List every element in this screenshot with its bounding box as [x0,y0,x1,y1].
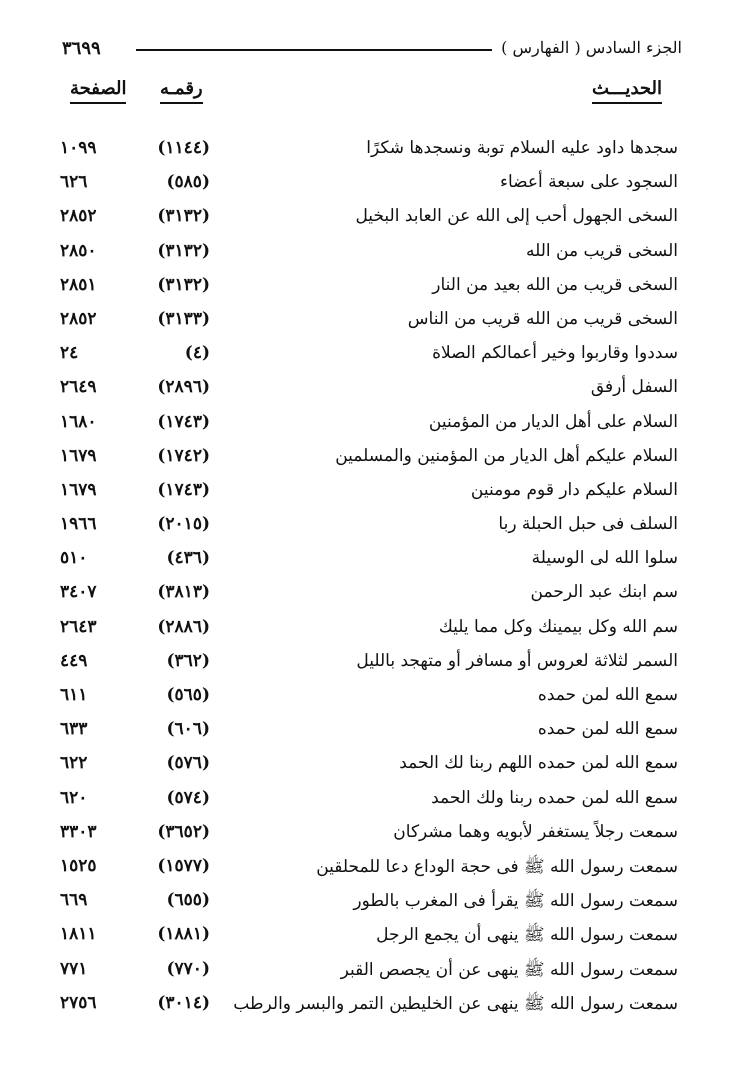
hadith-text: سمعت رسول الله ﷺ ينهى عن الخليطين التمر والبسر والرطب [233,993,678,1014]
hadith-text: السفل أرفق [590,377,678,398]
index-row [0,476,754,510]
hadith-number: (٤٣٦) [166,548,210,569]
hadith-page: ٢٦٤٣ [60,616,97,637]
hadith-page: ١٦٨٠ [60,411,97,432]
hadith-page: ٤٤٩ [60,650,88,671]
hadith-text: سمعت رسول الله ﷺ يقرأ فى المغرب بالطور [353,891,678,912]
hadith-page: ١٦٧٩ [60,479,97,500]
hadith-number: (١٨٨١) [157,924,210,945]
hadith-page: ٢٨٥٢ [60,206,97,227]
hadith-text: السجود على سبعة أعضاء [499,172,678,193]
index-row [0,237,754,271]
index-row [0,749,754,783]
hadith-text: سمع الله لمن حمده ربنا ولك الحمد [431,787,678,808]
hadith-number: (٥٧٤) [166,787,210,808]
index-row [0,168,754,202]
hadith-page: ٦٢٠ [60,787,88,808]
hadith-page: ١٥٢٥ [60,855,97,876]
hadith-text: سمعت رسول الله ﷺ ينهى عن أن يجصص القبر [340,959,678,980]
index-row [0,339,754,373]
hadith-text: السخى الجهول أحب إلى الله عن العابد البخيل [355,206,678,227]
hadith-page: ١٨١١ [60,924,97,945]
hadith-page: ٦٦٩ [60,890,88,911]
hadith-number: (١٧٤٣) [157,411,210,432]
index-row [0,373,754,407]
hadith-number: (٣١٣٢) [157,240,210,261]
hadith-text: سجدها داود عليه السلام توبة ونسجدها شكرًا [366,138,678,158]
index-row [0,271,754,305]
hadith-page: ٢٤ [60,343,79,364]
hadith-number: (١٧٤٣) [157,479,210,500]
index-row [0,681,754,715]
hadith-number: (٣٦٢) [166,650,210,671]
hadith-text: السخى قريب من الله بعيد من النار [432,274,678,295]
hadith-number: (٦٥٥) [166,890,210,911]
hadith-page: ٥١٠ [60,548,88,569]
hadith-text: سمعت رسول الله ﷺ ينهى أن يجمع الرجل [376,925,678,946]
hadith-number: (٤) [184,343,210,364]
hadith-text: السخى قريب من الله [525,240,678,261]
hadith-text: السلف فى حبل الحبلة ربا [498,514,678,535]
hadith-page: ٦١١ [60,685,88,705]
hadith-page: ٣٤٠٧ [60,582,97,603]
hadith-page: ١٩٦٦ [60,514,97,535]
hadith-text: سم الله وكل بيمينك وكل مما يليك [438,616,678,637]
hadith-number: (٣٦٥٢) [157,821,210,842]
index-row [0,134,754,168]
index-row [0,442,754,476]
page-number: ٣٦٩٩ [62,38,101,59]
index-row [0,989,754,1023]
hadith-number: (٢٠١٥) [157,514,210,535]
hadith-text: سمعت رجلاً يستغفر لأبويه وهما مشركان [393,821,678,842]
column-header-hadith: الحديـــث [592,78,662,104]
hadith-number: (٢٨٨٦) [157,616,210,637]
hadith-number: (٣٠١٤) [157,992,210,1013]
hadith-number: (٣١٣٢) [157,274,210,295]
hadith-number: (١١٤٤) [157,138,210,158]
hadith-text: سمع الله لمن حمده [537,719,678,740]
hadith-text: سددوا وقاربوا وخير أعمالكم الصلاة [432,343,678,364]
index-row [0,955,754,989]
running-head [62,38,682,62]
index-row [0,305,754,339]
hadith-page: ٢٨٥٠ [60,240,97,261]
hadith-number: (٣٨١٣) [157,582,210,603]
index-row [0,715,754,749]
index-row [0,613,754,647]
hadith-page: ٢٦٤٩ [60,377,97,398]
hadith-number: (٧٧٠) [166,958,210,979]
hadith-page: ٢٧٥٦ [60,992,97,1013]
hadith-number: (١٥٧٧) [157,855,210,876]
hadith-page: ١٦٧٩ [60,445,97,466]
index-row [0,544,754,578]
hadith-text: السخى قريب من الله قريب من الناس [407,308,678,329]
hadith-page: ٦٣٣ [60,719,88,740]
hadith-text: سلوا الله لى الوسيلة [531,548,678,569]
hadith-number: (٢٨٩٦) [157,377,210,398]
hadith-text: سم ابنك عبد الرحمن [530,582,678,603]
hadith-text: السلام عليكم أهل الديار من المؤمنين والمسلمين [335,445,678,466]
hadith-page: ٦٢٦ [60,172,88,193]
hadith-number: (١٧٤٢) [157,445,210,466]
hadith-number: (٥٨٥) [166,172,210,193]
index-entries [0,134,754,1023]
running-title: الجزء السادس ( الفهارس ) [501,38,682,57]
hadith-text: السمر لثلاثة لعروس أو مسافر أو متهجد بالليل [356,650,678,671]
index-row [0,647,754,681]
header-rule [136,49,492,51]
index-row [0,510,754,544]
column-header-number: رقمـه [160,78,203,104]
index-row [0,852,754,886]
column-header-page: الصفحة [70,78,126,104]
index-row [0,578,754,612]
index-row [0,886,754,920]
index-row [0,920,754,954]
index-row [0,784,754,818]
hadith-text: سمع الله لمن حمده اللهم ربنا لك الحمد [399,753,678,774]
hadith-page: ٧٧١ [60,958,88,979]
hadith-number: (٥٧٦) [166,753,210,774]
hadith-text: السلام عليكم دار قوم مومنين [470,479,678,500]
hadith-text: سمع الله لمن حمده [537,685,678,705]
hadith-page: ٦٢٢ [60,753,88,774]
hadith-number: (٣١٣٣) [157,308,210,329]
hadith-number: (٥٦٥) [166,685,210,705]
hadith-page: ٣٣٠٣ [60,821,97,842]
hadith-page: ٢٨٥٢ [60,308,97,329]
hadith-text: السلام على أهل الديار من المؤمنين [428,411,678,432]
hadith-page: ١٠٩٩ [60,138,97,158]
hadith-page: ٢٨٥١ [60,274,97,295]
hadith-text: سمعت رسول الله ﷺ فى حجة الوداع دعا للمحلقين [316,856,678,877]
hadith-number: (٦٠٦) [166,719,210,740]
hadith-number: (٣١٣٢) [157,206,210,227]
index-row [0,202,754,236]
index-row [0,408,754,442]
index-row [0,818,754,852]
